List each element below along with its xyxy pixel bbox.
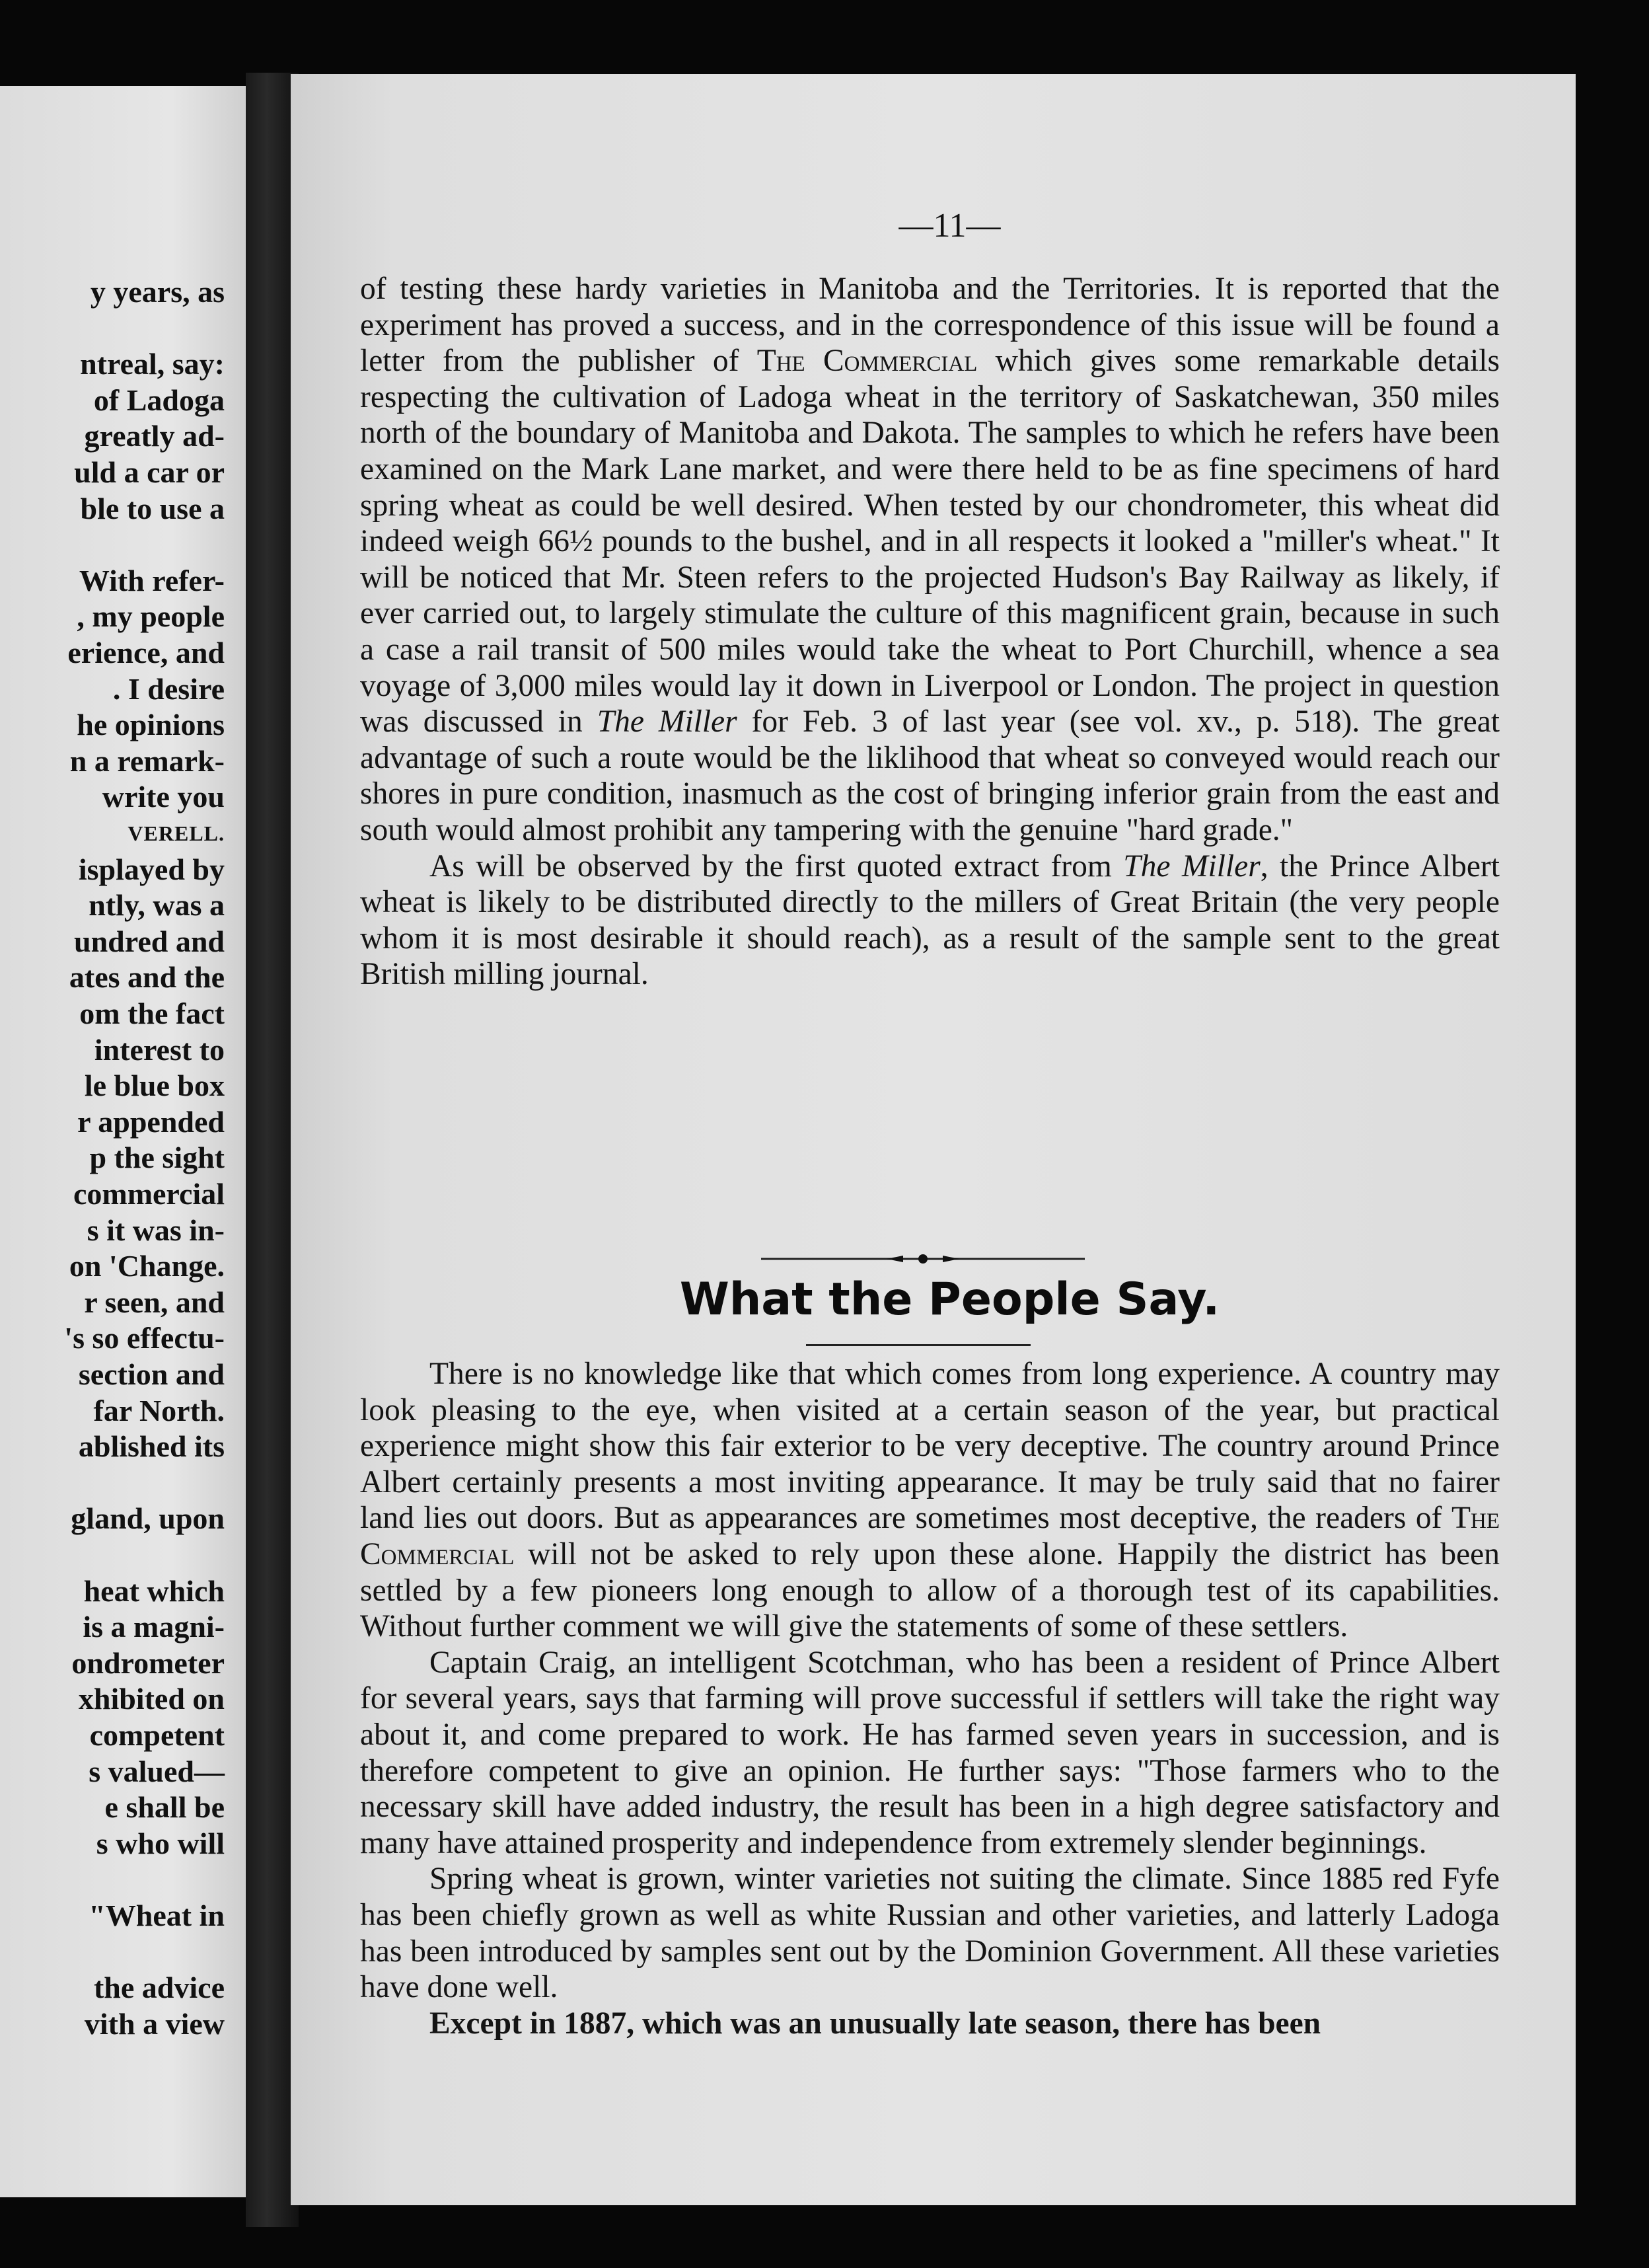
paragraph: Except in 1887, which was an unusually late season, there has been — [429, 2006, 1321, 2041]
heading-underline — [806, 1344, 1031, 1346]
left-page-line: uld a car or — [74, 455, 225, 489]
paragraph: of testing these hardy varieties in Manitoba and the Territories. It is reported that the experiment has proved a success, and in the correspondence of this issue will be found a letter from the publisher of The Commercial which gives some remarkable details respecting the cultivation of Ladoga wheat in the territory of Saskatchewan, 350 miles north of the boundary of Manitoba and Dakota. The samples to which he refers have been examined on the Mark Lane market, and were there held to be as fine specimens of hard spring wheat as could be well desired. When tested by our chondrometer, this wheat did indeed weigh 66½ pounds to the bushel, and in all respects it looked a "miller's wheat." It will be noticed that Mr. Steen refers to the projected Hudson's Bay Railway as likely, if ever carried out, to largely stimulate the culture of this magnificent grain, because in such a case a rail transit of 500 miles would take the wheat to Port Churchill, whence a sea voyage of 3,000 miles would lay it down in Liverpool or London. The project in question was discussed in The Miller for Feb. 3 of last year (see vol. xv., p. 518). The great advantage of such a route would be the liklihood that wheat so conveyed would reach our shores in pure condition, inasmuch as the cost of bringing inferior grain from the east and south would almost prohibit any tampering with the genuine "hard grade." — [360, 272, 1500, 847]
paragraph: There is no knowledge like that which comes from long experience. A country may look pleasing to the eye, when visited at a certain season of the year, but practical experience might show this fair exterior to be very deceptive. The country around Prince Albert certainly presents a most inviting appearance. It may be truly said that no fairer land lies out doors. But as appearances are sometimes most deceptive, the readers of The Commercial will not be asked to rely upon these alone. Happily the district has been settled by a few pioneers long enough to allow of a thorough test of its capabilities. Without further comment we will give the statements of some of these settlers. — [360, 1357, 1500, 1644]
left-page-line: he opinions — [77, 708, 225, 742]
paragraph: Spring wheat is grown, winter varieties not suiting the climate. Since 1885 red Fyfe has been chiefly grown as well as white Russian and other varieties, and latterly Ladoga has been introduced by samples sent out by the Dominion Government. All these varieties have done well. — [360, 1862, 1500, 2005]
left-page-line: competent — [89, 1718, 225, 1752]
left-page-line: undred and — [73, 924, 225, 958]
paragraph: As will be observed by the first quoted extract from The Miller, the Prince Albert wheat is likely to be distributed directly to the millers of Great Britain (the very people whom it is most desirable it should reach), as a result of the sample sent to the great British milling journal. — [360, 849, 1500, 992]
left-page-line: vith a view — [84, 2006, 225, 2041]
left-page-line: far North. — [93, 1393, 225, 1427]
left-page-line: isplayed by — [78, 852, 225, 886]
left-page-line: e shall be — [104, 1790, 225, 1825]
left-page-line: n a remark- — [69, 743, 225, 778]
left-page-line: erience, and — [67, 636, 225, 669]
page-number: —11— — [898, 207, 1001, 245]
left-page-line: ntreal, say: — [80, 347, 225, 381]
left-page-line: s who will — [96, 1826, 225, 1860]
left-page-line: r appended — [77, 1104, 225, 1139]
article-continuation — [360, 271, 1500, 993]
left-page-line: "Wheat in — [89, 1899, 225, 1932]
left-page-line: r seen, and — [84, 1285, 225, 1319]
left-page-line: ondrometer — [71, 1645, 225, 1680]
left-page-line: heat which — [83, 1573, 225, 1608]
left-page-line: ates and the — [69, 960, 225, 995]
left-page-line: of Ladoga — [93, 383, 225, 417]
left-page-line: on 'Change. — [69, 1249, 225, 1283]
left-page-line: With refer- — [79, 563, 225, 597]
section-heading: What the People Say. — [679, 1273, 1220, 1326]
left-page-line: . I desire — [112, 671, 225, 706]
left-page-line: 's so effectu- — [64, 1321, 225, 1355]
left-page-line: write you — [102, 780, 225, 814]
left-page-line: p the sight — [89, 1141, 225, 1175]
left-page-line: the advice — [93, 1971, 225, 2005]
left-page-line: interest to — [94, 1032, 225, 1067]
left-page-line: commercial — [73, 1177, 225, 1211]
left-page-line: ble to use a — [80, 491, 225, 525]
left-page-line: le blue box — [84, 1069, 225, 1103]
left-page-line: xhibited on — [78, 1682, 225, 1716]
previous-page — [0, 86, 246, 2197]
left-page-line: , my people — [77, 599, 225, 634]
paragraph: Captain Craig, an intelligent Scotchman, who has been a resident of Prince Albert for several years, says that farming will prove successful if settlers will take the right way about it, and come prepared to work. He has farmed seven years in succession, and is therefore competent to give an opinion. He further says: "Those farmers who to the necessary skill have added industry, the result has been in a high degree satisfactory and many have attained prosperity and independence from extremely slender beginnings. — [360, 1645, 1500, 1860]
left-page-line: is a magni- — [83, 1610, 225, 1644]
left-page-line: VERELL. — [128, 821, 225, 845]
left-page-line: om the fact — [79, 997, 225, 1030]
left-page-line: y years, as — [90, 275, 225, 309]
left-page-line: s it was in- — [87, 1213, 225, 1247]
left-page-line: ntly, was a — [89, 888, 225, 923]
book-page — [291, 74, 1576, 2205]
left-page-line: s valued— — [89, 1754, 225, 1788]
left-page-line: ablished its — [78, 1429, 225, 1464]
left-page-line: greatly ad- — [84, 419, 225, 453]
left-page-line: section and — [78, 1357, 225, 1391]
left-page-line: gland, upon — [71, 1501, 225, 1536]
section-body — [360, 1356, 1500, 2041]
